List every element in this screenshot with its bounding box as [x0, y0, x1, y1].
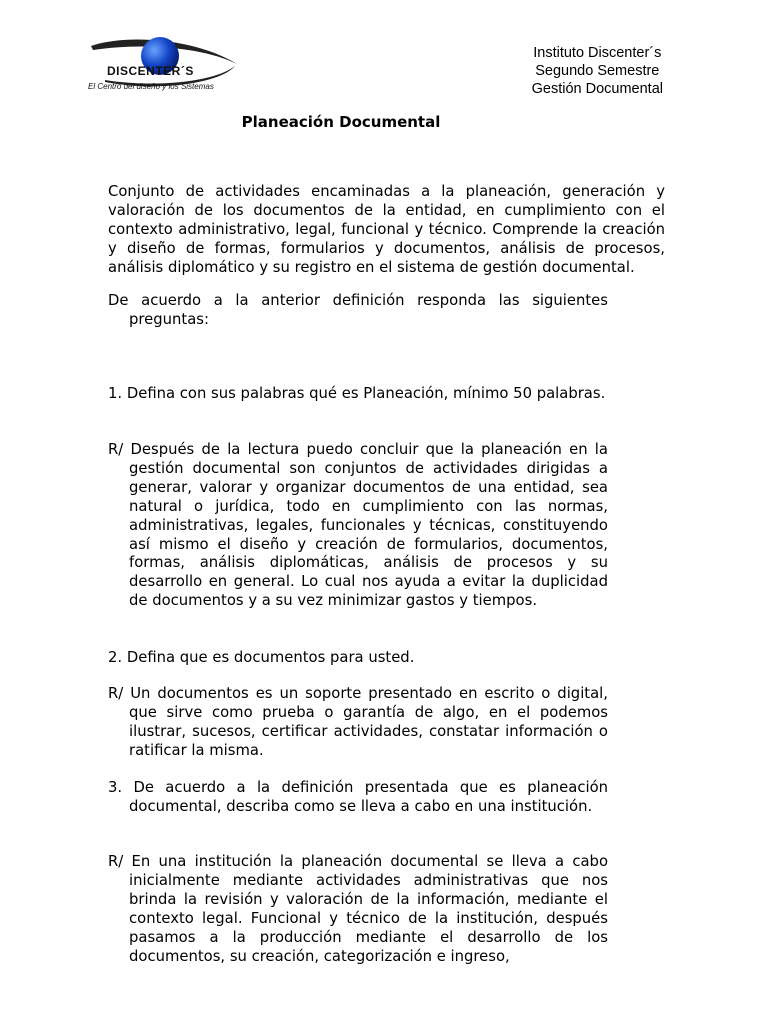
answer-2: R/ Un documentos es un soporte presentado en escrito o digital, que sirve como prueba o garantía de algo, en el podemos ilustrar, sucesos, certificar actividades, constatar información o ratificar la misma.	[108, 685, 608, 759]
question-1: 1. Defina con sus palabras qué es Planeación, mínimo 50 palabras.	[108, 385, 606, 402]
institution-header	[532, 44, 663, 98]
logo-wordmark: DISCENTER´S	[107, 64, 194, 78]
instructions-paragraph: De acuerdo a la anterior definición responda las siguientes preguntas:	[108, 292, 608, 328]
discenters-logo	[85, 34, 245, 96]
document-title: Planeación Documental	[241, 113, 441, 131]
institution-name: Instituto Discenter´s	[533, 45, 662, 61]
question-2: 2. Defina que es documentos para usted.	[108, 649, 415, 666]
logo-tagline: El Centro del diseño y los Sistemas	[88, 82, 214, 91]
answer-1: R/ Después de la lectura puedo concluir que la planeación en la gestión documental son conjuntos de actividades dirigidas a generar, valorar y organizar documentos de una entidad, sea natural o jurídica, todo en cumplimiento con las normas, administrativas, legales, funcionales y técnicas, constituyendo así mismo el diseño y creación de formularios, documentos, formas, análisis diplomáticas, análisis de procesos y su desarrollo en general. Lo cual nos ayuda a evitar la duplicidad de documentos y a su vez minimizar gastos y tiempos.	[108, 441, 608, 610]
question-3: 3. De acuerdo a la definición presentada que es planeación documental, describa como se lleva a cabo en una institución.	[108, 779, 608, 815]
course-name: Gestión Documental	[531, 81, 663, 97]
intro-paragraph: Conjunto de actividades encaminadas a la planeación, generación y valoración de los documentos de la entidad, en cumplimiento con el contexto administrativo, legal, funcional y técnico. Comprende la creación y diseño de formas, formularios y documentos, análisis de procesos, análisis diplomático y su registro en el sistema de gestión documental.	[108, 183, 665, 276]
answer-3: R/ En una institución la planeación documental se lleva a cabo inicialmente mediante actividades administrativas que nos brinda la revisión y valoración de la información, mediante el contexto legal. Funcional y técnico de la institución, después pasamos a la producción mediante el desarrollo de los documentos, su creación, categorización e ingreso,	[108, 853, 608, 965]
semester-label: Segundo Semestre	[535, 63, 660, 79]
